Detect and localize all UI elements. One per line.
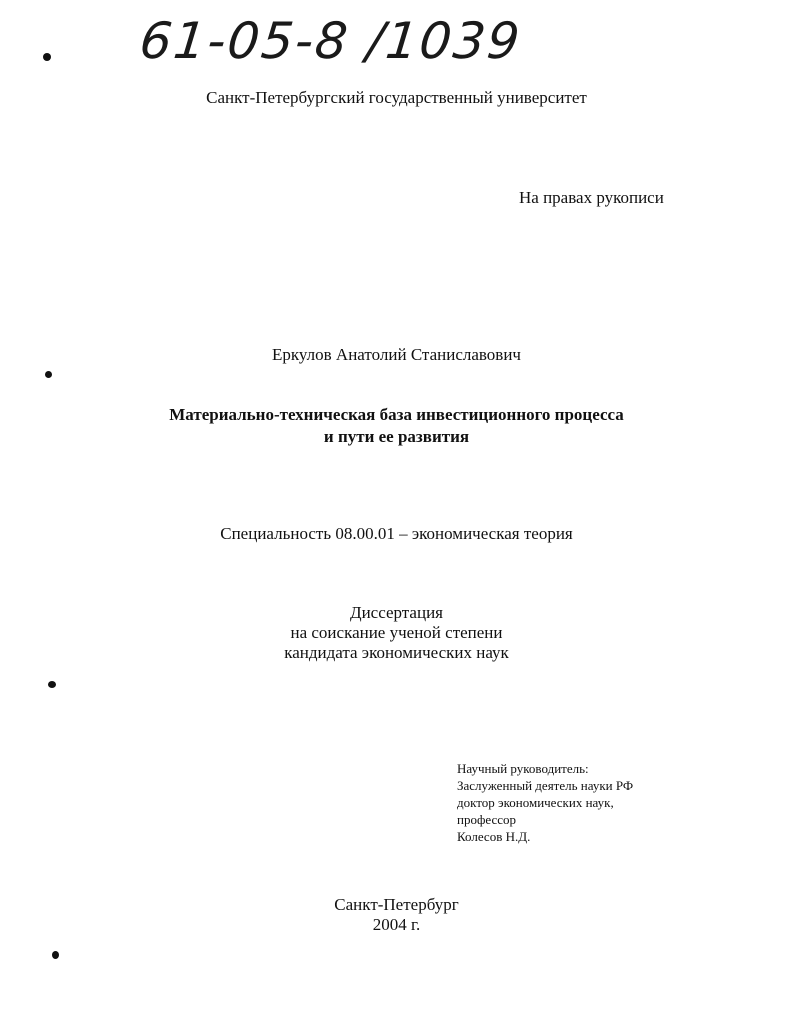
binding-hole-mark <box>52 951 59 959</box>
city: Санкт-Петербург <box>334 895 459 914</box>
degree-line: кандидата экономических наук <box>284 643 509 662</box>
supervisor-line: доктор экономических наук, <box>457 795 614 810</box>
degree-line: Диссертация <box>349 603 443 622</box>
author-name: Еркулов Анатолий Станиславович <box>272 345 521 364</box>
binding-hole-mark <box>48 681 56 688</box>
dissertation-title <box>0 404 793 448</box>
rights-note: На правах рукописи <box>519 188 664 207</box>
degree-line: на соискание ученой степени <box>290 623 503 642</box>
supervisor-block <box>457 760 633 845</box>
supervisor-line: Колесов Н.Д. <box>457 829 531 844</box>
handwritten-archive-code: 61-05-8 /1039 <box>136 12 525 70</box>
supervisor-line: Заслуженный деятель науки РФ <box>457 778 634 793</box>
specialty: Специальность 08.00.01 – экономическая теория <box>220 524 573 543</box>
binding-hole-mark <box>45 371 52 378</box>
degree-statement <box>0 603 793 663</box>
binding-hole-mark <box>43 53 51 61</box>
year: 2004 г. <box>372 915 421 934</box>
title-line: Материально-техническая база инвестиционного процесса <box>169 405 624 424</box>
university-name: Санкт-Петербургский государственный университет <box>206 88 587 107</box>
supervisor-line: Научный руководитель: <box>457 761 589 776</box>
title-line: и пути ее развития <box>323 427 470 446</box>
place-and-year <box>0 895 793 935</box>
supervisor-line: профессор <box>457 812 517 827</box>
